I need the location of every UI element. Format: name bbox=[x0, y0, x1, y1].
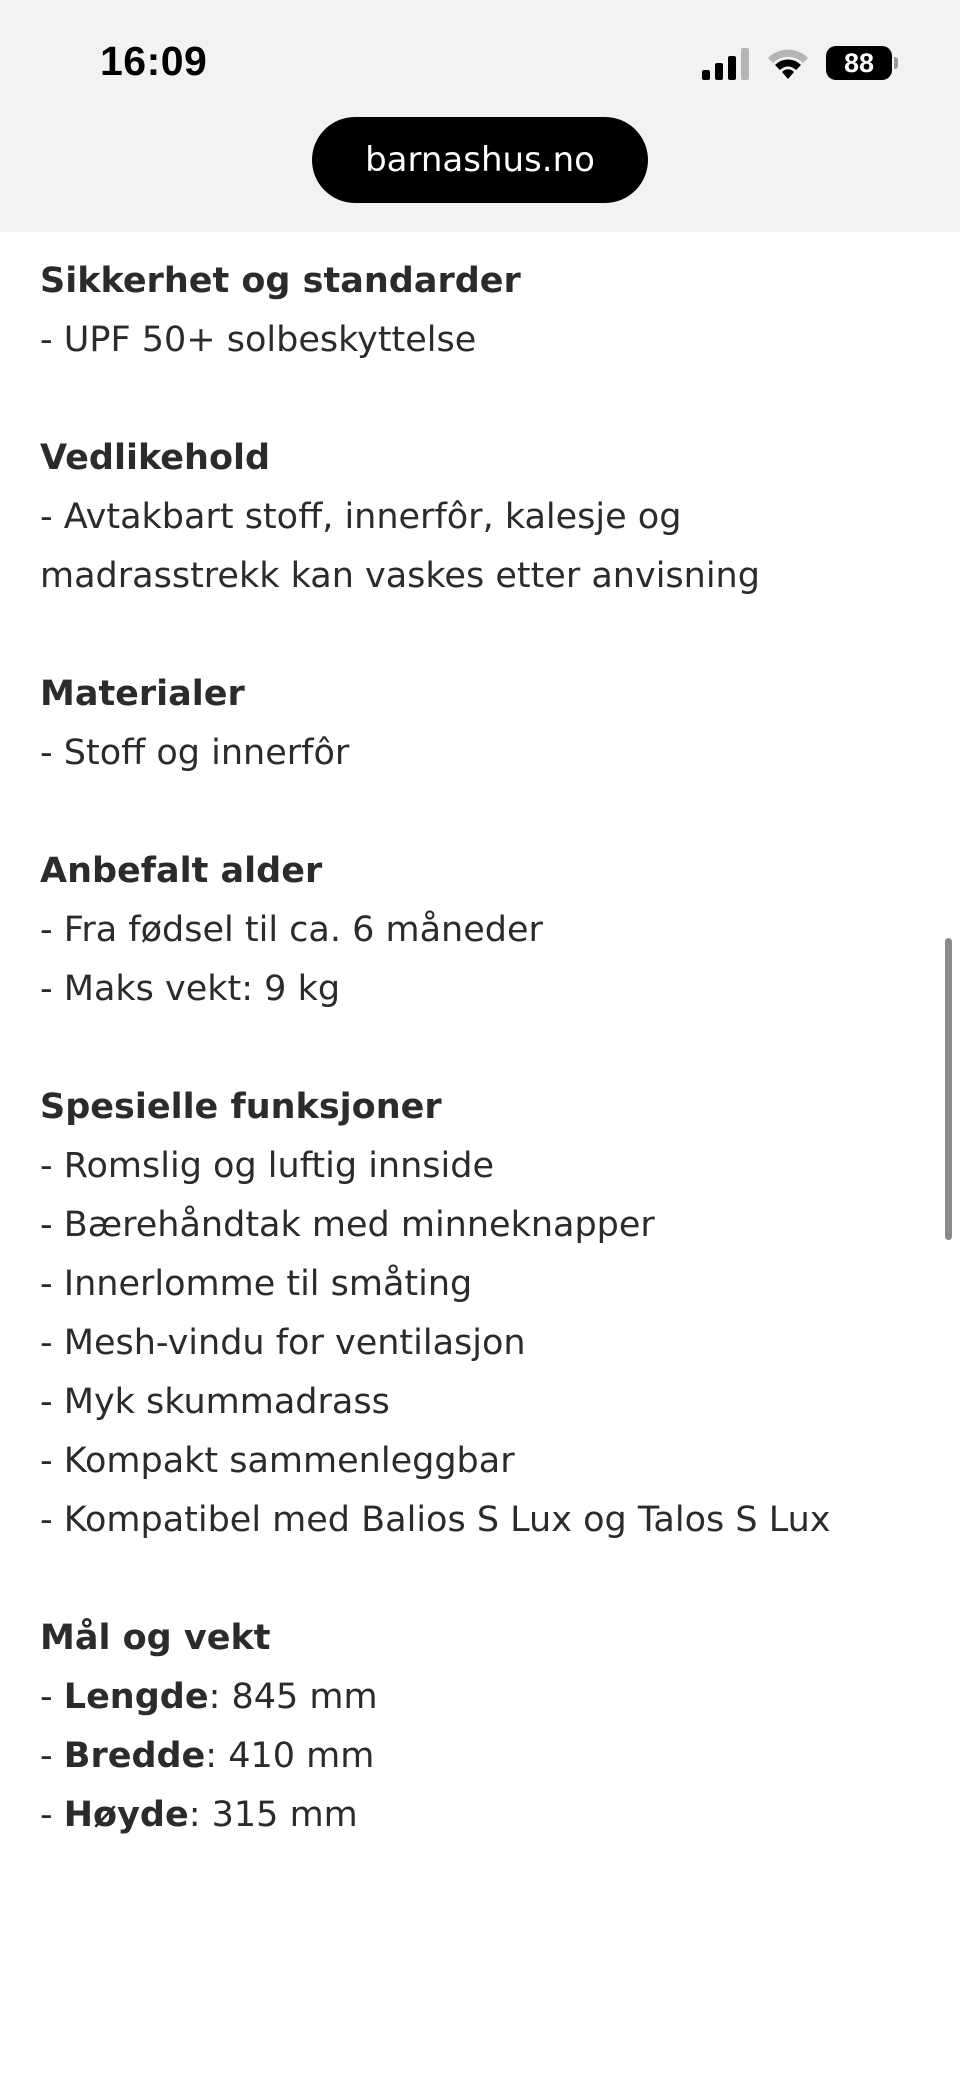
browser-top-bar bbox=[0, 0, 960, 232]
section-special-features bbox=[40, 1078, 930, 1550]
dimension-label: Høyde bbox=[63, 1795, 189, 1835]
list-dash: - bbox=[40, 1677, 64, 1717]
list-item: - Kompatibel med Balios S Lux og Talos S Lux bbox=[40, 1500, 831, 1540]
section-title: Spesielle funksjoner bbox=[40, 1087, 442, 1127]
vertical-scrollbar[interactable] bbox=[945, 938, 952, 1240]
list-item: - Fra fødsel til ca. 6 måneder bbox=[40, 910, 543, 950]
section-recommended-age bbox=[40, 842, 930, 1019]
section-title: Anbefalt alder bbox=[40, 851, 323, 891]
wifi-icon bbox=[765, 46, 811, 80]
list-item: - Bærehåndtak med minneknapper bbox=[40, 1205, 655, 1245]
battery-level: 88 bbox=[826, 46, 892, 80]
section-materials bbox=[40, 665, 930, 783]
list-dash: - bbox=[40, 1736, 64, 1776]
section-safety bbox=[40, 252, 930, 370]
section-title: Vedlikehold bbox=[40, 438, 271, 478]
product-details bbox=[40, 252, 930, 1904]
section-title: Sikkerhet og standarder bbox=[40, 261, 521, 301]
address-bar[interactable]: barnashus.no bbox=[312, 117, 648, 203]
cellular-signal-icon bbox=[700, 48, 752, 80]
section-title: Materialer bbox=[40, 674, 245, 714]
dimension-separator: : bbox=[208, 1677, 221, 1717]
list-item: - Romslig og luftig innside bbox=[40, 1146, 494, 1186]
list-item: - Maks vekt: 9 kg bbox=[40, 969, 341, 1009]
section-title: Mål og vekt bbox=[40, 1618, 271, 1658]
battery-cap bbox=[894, 57, 898, 69]
dimension-label: Bredde bbox=[63, 1736, 206, 1776]
dimension-height bbox=[40, 1786, 930, 1845]
dimension-length bbox=[40, 1668, 930, 1727]
list-item: - Kompakt sammenleggbar bbox=[40, 1441, 515, 1481]
dimension-value: 410 mm bbox=[217, 1736, 375, 1776]
list-dash: - bbox=[40, 1795, 64, 1835]
dimension-separator: : bbox=[205, 1736, 218, 1776]
dimension-value: 845 mm bbox=[220, 1677, 378, 1717]
dimension-width bbox=[40, 1727, 930, 1786]
status-time: 16:09 bbox=[100, 38, 208, 84]
section-dimensions bbox=[40, 1609, 930, 1845]
list-item: - UPF 50+ solbeskyttelse bbox=[40, 320, 477, 360]
list-item: - Myk skummadrass bbox=[40, 1382, 390, 1422]
battery-icon bbox=[826, 46, 898, 80]
list-item: - Mesh-vindu for ventilasjon bbox=[40, 1323, 526, 1363]
list-item: - Stoff og innerfôr bbox=[40, 733, 350, 773]
list-item: - Avtakbart stoff, innerfôr, kalesje og madrasstrekk kan vaskes etter anvisning bbox=[40, 497, 760, 596]
list-item: - Innerlomme til småting bbox=[40, 1264, 473, 1304]
dimension-label: Lengde bbox=[63, 1677, 209, 1717]
dimension-value: 315 mm bbox=[200, 1795, 358, 1835]
section-maintenance bbox=[40, 429, 930, 606]
dimension-separator: : bbox=[188, 1795, 201, 1835]
